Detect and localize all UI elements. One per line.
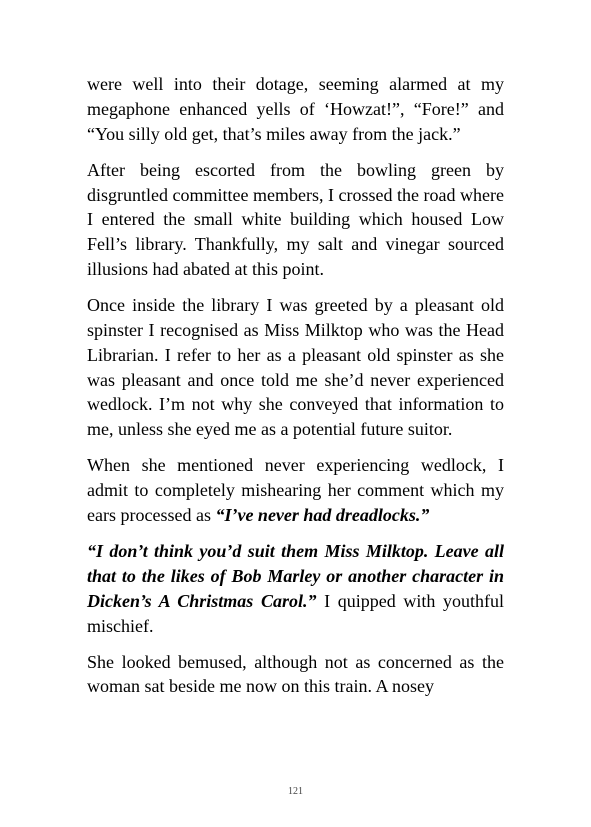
paragraph-text: Once inside the library I was greeted by a pleasant old spinster I recognised as Miss Milktop who was the Head Librarian. I refer to her as a pleasant old spinster as she was pleasant and once told me she’d never experienced wedlock. I’m not why she conveyed that information to me, unless she eyed me as a potential future suitor. — [87, 295, 504, 440]
page-body — [87, 72, 504, 711]
paragraph — [87, 158, 504, 282]
paragraph-text: I quipped with youthful mischief. — [87, 590, 505, 636]
paragraph-text: After being escorted from the bowling green by disgruntled committee members, I crossed the road where I entered the small white building which housed Low Fell’s library. Thankfully, my salt and vinegar sourced illusions had abated at this point. — [87, 159, 504, 279]
paragraph — [87, 453, 504, 527]
emphasized-quote: “I don’t think you’d suit them Miss Milktop. Leave all that to the likes of Bob Marley or another character in Dicken’s A Christmas Carol.” — [87, 541, 504, 611]
emphasized-quote: “I’ve never had dreadlocks.” — [215, 504, 430, 525]
page-number: 121 — [288, 786, 303, 797]
paragraph-text: were well into their dotage, seeming alarmed at my megaphone enhanced yells of ‘Howzat!”, “Fore!” and “You silly old get, that’s miles away from the jack.” — [87, 74, 504, 144]
paragraph — [87, 650, 504, 700]
paragraph-text: When she mentioned never experiencing wedlock, I admit to completely mishearing her comment which my ears processed as — [87, 455, 504, 525]
paragraph — [87, 293, 504, 442]
paragraph — [87, 72, 504, 146]
paragraph — [87, 539, 504, 638]
paragraph-text: She looked bemused, although not as concerned as the woman sat beside me now on this train. A nosey — [87, 651, 504, 697]
